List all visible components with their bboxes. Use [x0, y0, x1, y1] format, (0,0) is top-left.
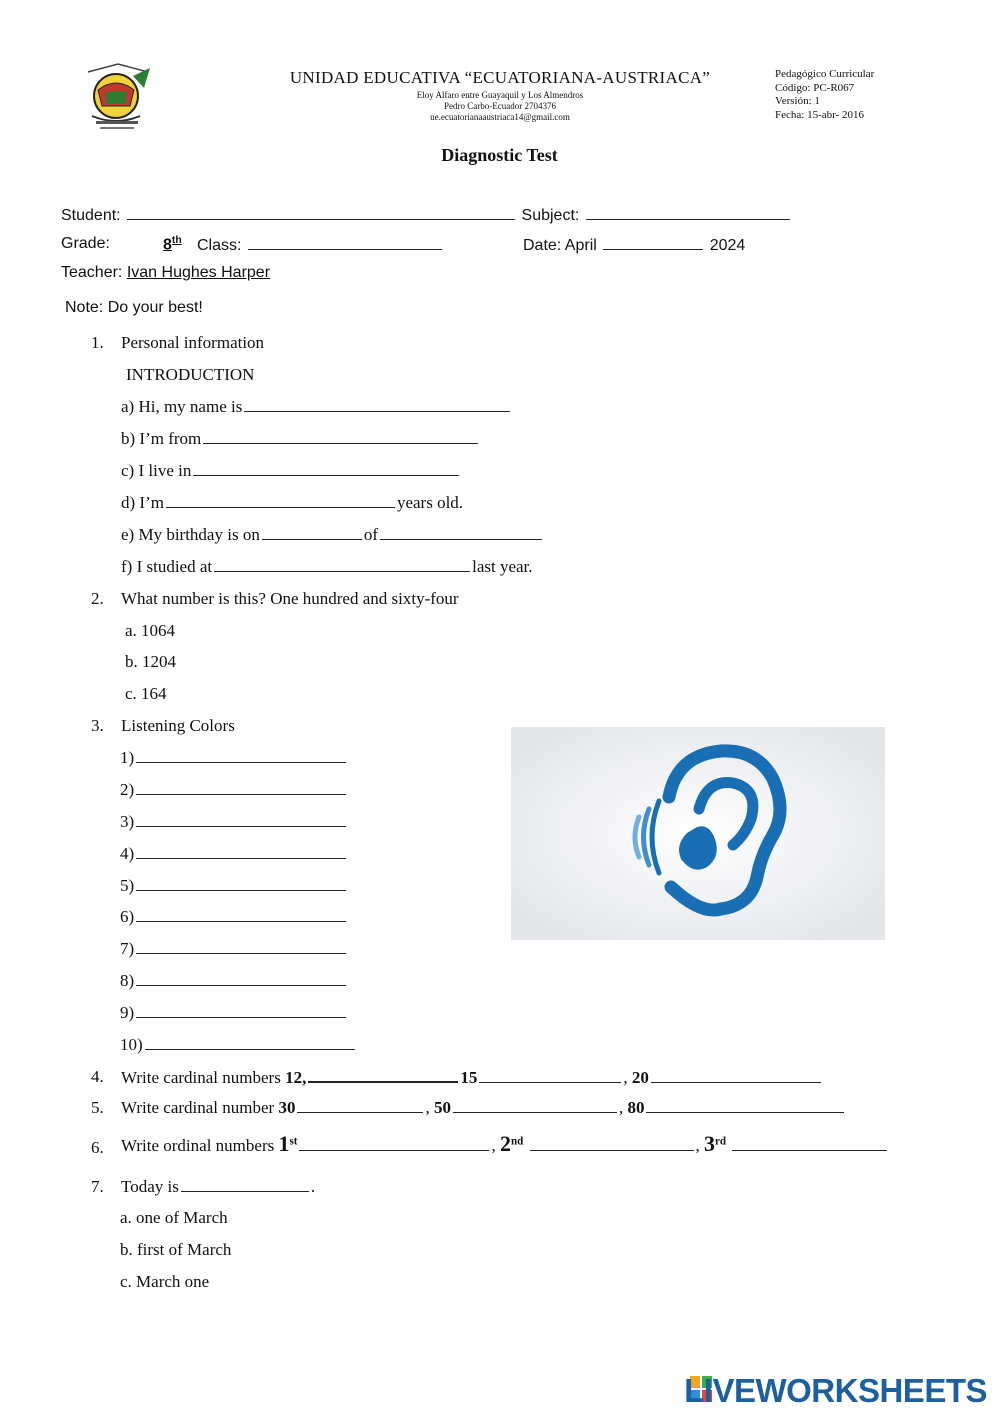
q6-sep2: , [695, 1136, 700, 1155]
q4-blank-1[interactable] [308, 1067, 458, 1083]
q3-item-label: 7) [120, 939, 135, 958]
q6-sep1: , [491, 1136, 496, 1155]
q1d-suffix: years old. [396, 493, 464, 512]
q3-item-label: 8) [120, 971, 135, 990]
school-name: UNIDAD EDUCATIVA “ECUATORIANA-AUSTRIACA” [289, 68, 711, 87]
q3-item-label: 10) [120, 1035, 143, 1054]
q3-item-9 [120, 1003, 348, 1023]
q1f-text: f) I studied at [121, 557, 213, 576]
q7-row [121, 1177, 315, 1197]
class-label: Class: [197, 237, 242, 254]
q3-item-blank[interactable] [136, 876, 346, 891]
q6-row [121, 1131, 889, 1157]
q4-n1: 12, [285, 1068, 307, 1087]
ear-icon [511, 727, 885, 940]
q6-blank-1[interactable] [299, 1136, 489, 1151]
q3-item-blank[interactable] [136, 907, 346, 922]
q6-o3-suffix: rd [715, 1135, 727, 1148]
q5-blank-3[interactable] [646, 1098, 844, 1113]
q6-o2-suffix: nd [510, 1135, 524, 1148]
q5-n1: 30 [278, 1098, 296, 1117]
q5-number: 5. [91, 1098, 104, 1117]
q1d-blank[interactable] [166, 493, 395, 508]
meta-line: Fecha: 15-abr- 2016 [775, 108, 864, 121]
q1c-text: c) I live in [121, 461, 192, 480]
q3-text: Listening Colors [121, 716, 235, 735]
q6-o3: 3 [704, 1131, 715, 1156]
q7-text: Today is [121, 1177, 179, 1196]
q7-option-c[interactable]: c. March one [120, 1272, 210, 1291]
note: Note: Do your best! [65, 299, 203, 316]
q4-text: Write cardinal numbers [121, 1068, 281, 1087]
q3-item-label: 1) [120, 748, 135, 767]
q1a-blank[interactable] [244, 397, 510, 412]
q5-n2: 50 [433, 1098, 451, 1117]
q3-item-8 [120, 971, 348, 991]
q3-number: 3. [91, 716, 104, 735]
liveworksheets-watermark: LIVEWORKSHEETS [684, 1372, 987, 1409]
q4-row [121, 1067, 823, 1088]
q4-n3: 20 [631, 1068, 649, 1087]
q1b-row [121, 429, 480, 449]
date-year: 2024 [709, 237, 746, 254]
q7-blank[interactable] [181, 1177, 309, 1192]
grade-number: 8 [163, 236, 172, 254]
q7-option-a[interactable]: a. one of March [120, 1208, 228, 1227]
q3-item-label: 9) [120, 1003, 135, 1022]
q3-item-1 [120, 748, 348, 768]
grade-suffix: th [171, 235, 182, 246]
q1e-text: e) My birthday is on [121, 525, 260, 544]
meta-line: Código: PC-R067 [775, 81, 855, 94]
school-address-line1: Eloy Alfaro entre Guayaquil y Los Almendros [416, 90, 584, 100]
ear-image [511, 727, 885, 940]
q7-option-b[interactable]: b. first of March [120, 1240, 232, 1259]
q3-item-blank[interactable] [136, 780, 346, 795]
q1-subtitle: INTRODUCTION [126, 365, 255, 384]
q2-option-b[interactable]: b. 1204 [125, 652, 176, 671]
meta-block [775, 68, 874, 122]
q1c-blank[interactable] [193, 461, 459, 476]
q3-item-5 [120, 876, 348, 896]
q3-item-label: 5) [120, 876, 135, 895]
q1e-month-blank[interactable] [380, 525, 542, 540]
q1c-row [121, 461, 461, 481]
date-label: Date: April [523, 237, 597, 254]
q3-item-blank[interactable] [136, 939, 346, 954]
q3-item-blank[interactable] [136, 844, 346, 859]
q1f-blank[interactable] [214, 557, 470, 572]
q1e-of: of [363, 525, 378, 544]
q1e-row [121, 525, 544, 545]
class-blank[interactable] [248, 235, 442, 250]
q3-item-6 [120, 907, 348, 927]
q5-sep2: , [618, 1098, 624, 1117]
school-email: ue.ecuatorianaaustriaca14@gmail.com [430, 112, 570, 122]
q1f-suffix: last year. [472, 557, 533, 576]
q5-blank-2[interactable] [453, 1098, 617, 1113]
q5-text: Write cardinal number [121, 1098, 275, 1117]
grade-label: Grade: [61, 235, 110, 252]
school-logo [78, 58, 158, 132]
q3-item-4 [120, 844, 348, 864]
q6-o2: 2 [499, 1131, 511, 1156]
meta-line: Versión: 1 [775, 95, 820, 107]
student-blank[interactable] [127, 205, 515, 220]
q3-item-blank[interactable] [136, 1003, 346, 1018]
q6-text: Write ordinal numbers [121, 1136, 275, 1155]
q5-row [121, 1098, 846, 1118]
subject-blank[interactable] [586, 205, 790, 220]
q4-n2: 15 [460, 1068, 478, 1087]
q3-item-label: 4) [120, 844, 135, 863]
q1-number: 1. [91, 333, 104, 352]
q4-sep: , [623, 1068, 628, 1087]
q1a-row [121, 397, 512, 417]
page-title: Diagnostic Test [441, 145, 558, 165]
q3-item-blank[interactable] [136, 748, 346, 763]
teacher-name: Ivan Hughes Harper [126, 264, 271, 281]
teacher-label: Teacher: [61, 264, 123, 281]
q3-item-3 [120, 812, 348, 832]
q1-text: Personal information [121, 333, 265, 352]
q1e-day-blank[interactable] [262, 525, 362, 540]
q1b-blank[interactable] [203, 429, 478, 444]
q4-number: 4. [91, 1067, 104, 1086]
q6-o1: 1 [278, 1131, 290, 1156]
q4-blank-3[interactable] [651, 1068, 821, 1083]
date-row [523, 235, 745, 255]
q2-option-a[interactable]: a. 1064 [125, 621, 176, 640]
q5-blank-1[interactable] [297, 1098, 423, 1113]
q3-item-label: 3) [120, 812, 135, 831]
q6-o1-suffix: st [289, 1135, 298, 1148]
q3-item-10 [120, 1035, 357, 1055]
q3-item-label: 6) [120, 907, 135, 926]
q5-n3: 80 [627, 1098, 645, 1117]
q1a-text: a) Hi, my name is [121, 397, 243, 416]
q1f-row [121, 557, 533, 577]
class-row [197, 235, 444, 255]
q3-item-blank[interactable] [145, 1035, 355, 1050]
q6-number: 6. [91, 1138, 104, 1157]
q3-item-2 [120, 780, 348, 800]
q3-item-blank[interactable] [136, 971, 346, 986]
teacher-row [61, 264, 270, 282]
q1d-text: d) I’m [121, 493, 164, 512]
subject-label: Subject: [521, 207, 580, 224]
q5-sep1: , [425, 1098, 430, 1117]
q3-item-label: 2) [120, 780, 135, 799]
meta-line: Pedagógico Curricular [775, 68, 875, 80]
q6-blank-3[interactable] [732, 1136, 887, 1151]
q3-item-7 [120, 939, 348, 959]
q1d-row [121, 493, 463, 513]
q2-number: 2. [91, 589, 104, 608]
q3-item-blank[interactable] [136, 812, 346, 827]
grade-value [163, 235, 182, 254]
q6-blank-2[interactable] [530, 1136, 694, 1151]
q2-text: What number is this? One hundred and sixty-four [121, 589, 459, 608]
q7-number: 7. [91, 1177, 104, 1196]
student-label: Student: [61, 207, 121, 224]
q4-blank-2[interactable] [479, 1068, 621, 1083]
q7-period: . [310, 1177, 316, 1196]
q1b-text: b) I’m from [121, 429, 202, 448]
q2-option-c[interactable]: c. 164 [125, 684, 167, 703]
date-blank[interactable] [603, 235, 703, 250]
school-address-line2: Pedro Carbo-Ecuador 2704376 [444, 101, 556, 111]
student-row [61, 205, 792, 225]
